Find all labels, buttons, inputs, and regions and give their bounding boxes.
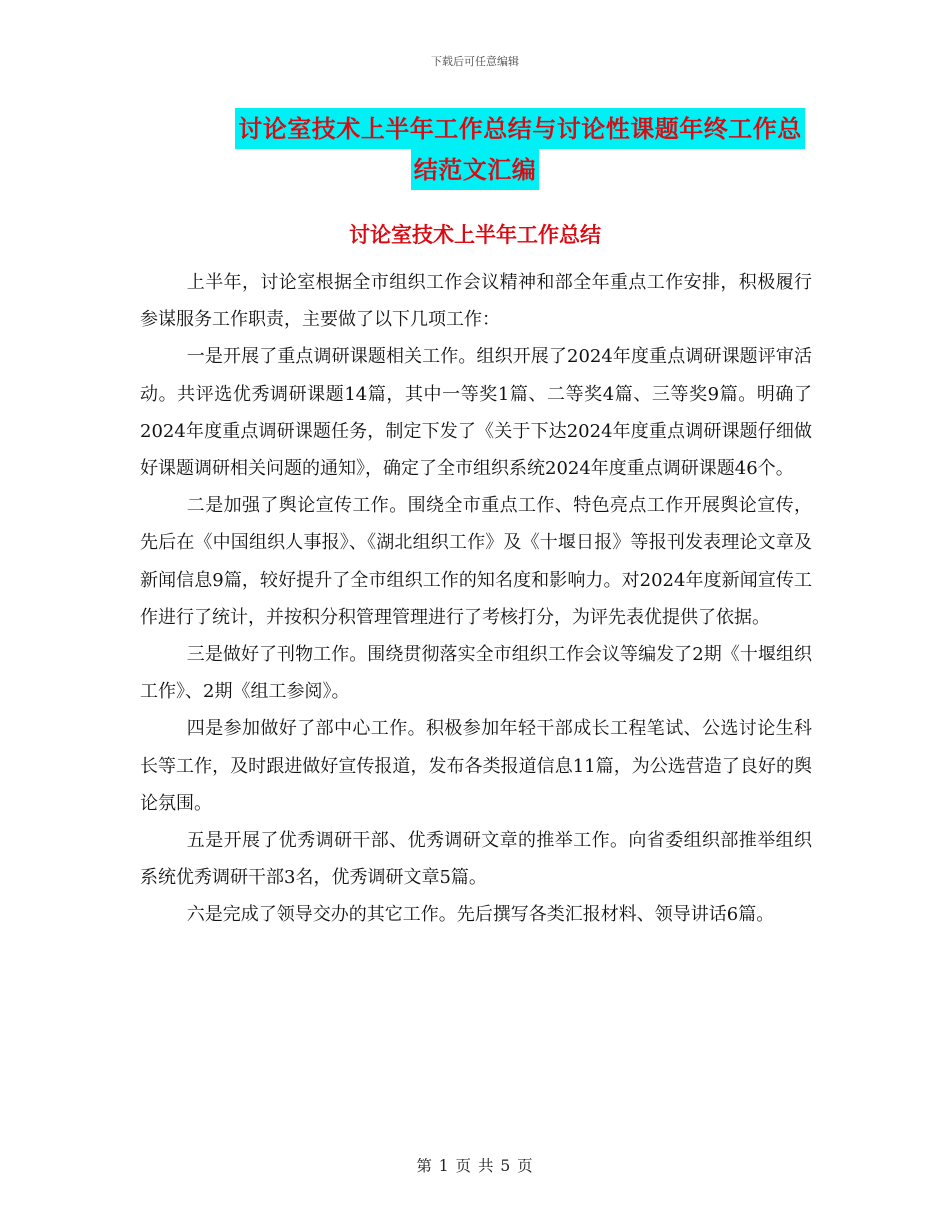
paragraph-intro: 上半年，讨论室根据全市组织工作会议精神和部全年重点工作安排，积极履行参谋服务工作职责，主要做了以下几项工作： [140,272,812,331]
title-line-2: 结范文汇编 [411,149,540,190]
title-line-1: 讨论室技术上半年工作总结与讨论性课题年终工作总 [235,108,805,149]
paragraph-3: 三是做好了刊物工作。围绕贯彻落实全市组织工作会议等编发了2期《十堰组织工作》、2期《组工参阅》。 [140,644,812,703]
paragraph-2: 二是加强了舆论宣传工作。围绕全市重点工作、特色亮点工作开展舆论宣传，先后在《中国组织人事报》、《湖北组织工作》及《十堰日报》等报刊发表理论文章及新闻信息9篇，较好提升了全市组织工作的知名度和影响力。对2024年度新闻宣传工作进行了统计，并按积分积管理管理进行了考核打分，为评先表优提供了依据。 [140,495,812,628]
paragraph-6: 六是完成了领导交办的其它工作。先后撰写各类汇报材料、领导讲话6篇。 [186,904,775,926]
section-title: 讨论室技术上半年工作总结 [349,222,601,247]
body-text [140,264,812,934]
paragraph-5: 五是开展了优秀调研干部、优秀调研文章的推举工作。向省委组织部推举组织系统优秀调研干部3名，优秀调研文章5篇。 [140,830,812,889]
paragraph-1: 一是开展了重点调研课题相关工作。组织开展了2024年度重点调研课题评审活动。共评选优秀调研课题14篇，其中一等奖1篇、二等奖4篇、三等奖9篇。明确了2024年度重点调研课题任务，制定下发了《关于下达2024年度重点调研课题仔细做好课题调研相关问题的通知》，确定了全市组织系统2024年度重点调研课题46个。 [140,346,812,480]
page-footer: 第 1 页 共 5 页 [416,1157,534,1175]
header-note: 下载后可任意编辑 [431,55,519,68]
paragraph-4: 四是参加做好了部中心工作。积极参加年轻干部成长工程笔试、公选讨论生科长等工作，及时跟进做好宣传报道，发布各类报道信息11篇，为公选营造了良好的舆论氛围。 [140,718,812,814]
document-title [140,108,810,190]
